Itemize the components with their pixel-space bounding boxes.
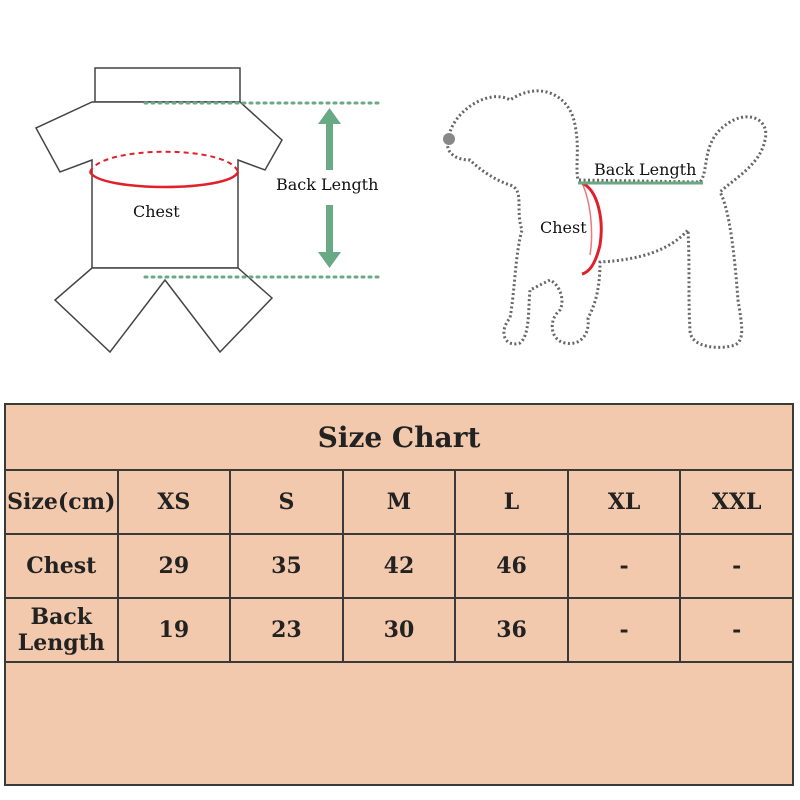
size-header-label: Size(cm) (5, 470, 118, 534)
back-length-value-xl: - (568, 598, 681, 662)
size-header-xs: XS (118, 470, 231, 534)
garment-back-length-label: Back Length (276, 175, 379, 194)
back-length-value-xs: 19 (118, 598, 231, 662)
size-header-s: S (230, 470, 343, 534)
back-length-value-xxl: - (680, 598, 793, 662)
chest-value-m: 42 (343, 534, 456, 598)
size-header-xl: XL (568, 470, 681, 534)
chest-value-s: 35 (230, 534, 343, 598)
chest-value-xxl: - (680, 534, 793, 598)
size-header-l: L (455, 470, 568, 534)
back-length-value-s: 23 (230, 598, 343, 662)
back-length-value-m: 30 (343, 598, 456, 662)
garment-body (36, 102, 282, 268)
size-chart-table (4, 403, 794, 786)
measurement-diagrams (0, 0, 800, 370)
garment-chest-label: Chest (133, 202, 180, 221)
dog-chest-label: Chest (540, 218, 587, 237)
chest-row-label: Chest (5, 534, 118, 598)
size-header-m: M (343, 470, 456, 534)
back-length-value-l: 36 (455, 598, 568, 662)
chest-value-xs: 29 (118, 534, 231, 598)
chest-value-l: 46 (455, 534, 568, 598)
dog-outline (447, 91, 765, 347)
garment-legs (55, 268, 272, 352)
back-length-row-label: Back Length (5, 598, 118, 662)
size-header-row (5, 470, 793, 534)
table-empty-row (5, 662, 793, 785)
chest-value-xl: - (568, 534, 681, 598)
garment-collar (95, 68, 240, 102)
table-empty-cell (5, 662, 793, 785)
garment-diagram (36, 68, 380, 352)
size-chart-title-row (5, 404, 793, 470)
dog-diagram (443, 91, 766, 347)
dog-back-length-label: Back Length (594, 160, 697, 179)
dog-nose-icon (443, 133, 455, 145)
chest-row (5, 534, 793, 598)
size-chart-title: Size Chart (5, 404, 793, 470)
back-length-row (5, 598, 793, 662)
size-header-xxl: XXL (680, 470, 793, 534)
